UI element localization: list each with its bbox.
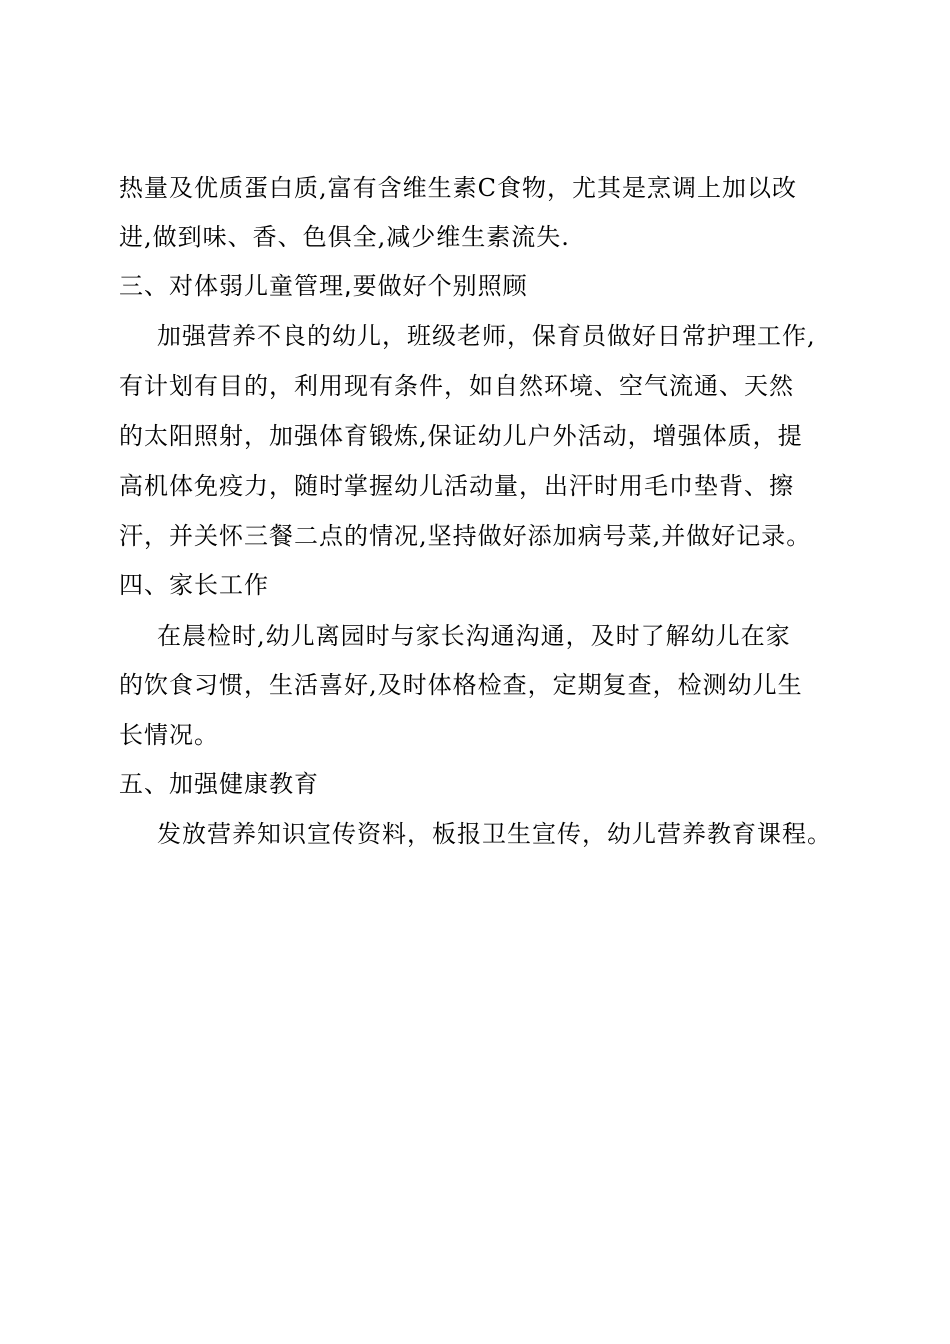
paragraph-line: 热量及优质蛋白质,富有含维生素C食物，尤其是烹调上加以改 <box>119 174 797 202</box>
paragraph-line: 加强营养不良的幼儿，班级老师，保育员做好日常护理工作, <box>157 322 816 350</box>
paragraph-line: 高机体免疫力，随时掌握幼儿活动量，出汗时用毛巾垫背、擦 <box>119 472 794 500</box>
paragraph-line: 长情况。 <box>119 721 219 749</box>
paragraph-line: 发放营养知识宣传资料，板报卫生宣传，幼儿营养教育课程。 <box>157 820 832 848</box>
paragraph-line: 进,做到味、香、色俱全,减少维生素流失. <box>119 223 570 251</box>
section-heading: 三、对体弱儿童管理,要做好个别照顾 <box>119 272 528 300</box>
paragraph-line: 在晨检时,幼儿离园时与家长沟通沟通，及时了解幼儿在家 <box>157 622 791 650</box>
paragraph-line: 有计划有目的，利用现有条件，如自然环境、空气流通、天然 <box>119 372 794 400</box>
section-heading: 五、加强健康教育 <box>119 770 319 798</box>
paragraph-line: 汗，并关怀三餐二点的情况,坚持做好添加病号菜,并做好记录。 <box>119 522 812 550</box>
paragraph-line: 的太阳照射，加强体育锻炼,保证幼儿户外活动，增强体质，提 <box>119 422 803 450</box>
paragraph-line: 的饮食习惯，生活喜好,及时体格检查，定期复查，检测幼儿生 <box>119 671 803 699</box>
section-heading: 四、家长工作 <box>119 571 269 599</box>
